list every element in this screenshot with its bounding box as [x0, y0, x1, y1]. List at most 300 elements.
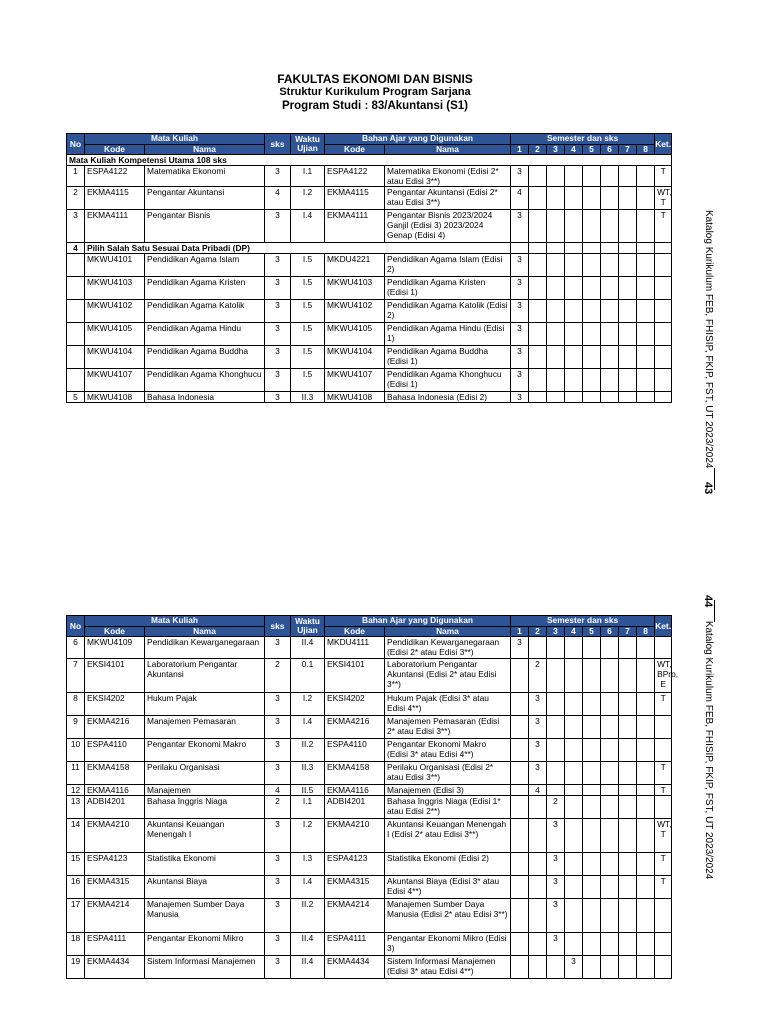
cell-semester-5 [583, 762, 601, 785]
cell-nama: Akuntansi Keuangan Menengah I [145, 819, 265, 853]
cell-nama: Bahasa Inggris Niaga [145, 796, 265, 819]
cell-semester-6 [601, 785, 619, 796]
cell-semester-3 [547, 187, 565, 210]
sidebar-divider [714, 600, 715, 622]
cell-semester-4 [565, 254, 583, 277]
cell-no [67, 369, 85, 392]
table-row [67, 716, 672, 739]
cell-sks: 2 [265, 659, 291, 693]
sidebar-divider [714, 468, 715, 490]
cell-semester-1 [511, 659, 529, 693]
cell-no: 10 [67, 739, 85, 762]
group-label: Mata Kuliah Kompetensi Utama 108 sks [67, 155, 672, 166]
cell-semester-3: 3 [547, 819, 565, 853]
header-ket: Ket. [655, 616, 672, 637]
cell-sks: 3 [265, 254, 291, 277]
cell-semester-6 [601, 254, 619, 277]
header-semester-1: 1 [511, 626, 529, 637]
cell-semester-4 [565, 300, 583, 323]
cell-ket [655, 716, 672, 739]
cell-nama: Manajemen [145, 785, 265, 796]
header-no: No [67, 134, 85, 155]
cell-waktu-ujian: I.1 [291, 796, 325, 819]
cell-bahan-kode: MKWU4108 [325, 392, 385, 403]
cell-semester-7 [619, 323, 637, 346]
cell-kode: EKMA4216 [85, 716, 145, 739]
cell-kode: EKMA4116 [85, 785, 145, 796]
cell-semester-1: 3 [511, 346, 529, 369]
cell-waktu-ujian: II.3 [291, 392, 325, 403]
cell-semester-5 [583, 716, 601, 739]
cell-semester-4 [565, 637, 583, 659]
cell-semester-5 [583, 956, 601, 979]
cell-semester-7 [619, 369, 637, 392]
cell-semester-7 [619, 956, 637, 979]
cell-semester-3: 2 [547, 796, 565, 819]
cell-semester-1 [511, 796, 529, 819]
cell-bahan-nama: Statistika Ekonomi (Edisi 2) [385, 853, 511, 876]
cell-semester-5 [583, 693, 601, 716]
table-row [67, 369, 672, 392]
header-semester-8: 8 [637, 144, 655, 155]
cell-semester-5 [583, 187, 601, 210]
empty-cell [637, 243, 655, 254]
cell-semester-4 [565, 693, 583, 716]
cell-semester-8 [637, 392, 655, 403]
cell-nama: Pendidikan Agama Kristen [145, 277, 265, 300]
cell-semester-3: 3 [547, 853, 565, 876]
header-ket: Ket. [655, 134, 672, 155]
cell-kode: MKWU4109 [85, 637, 145, 659]
cell-semester-8 [637, 762, 655, 785]
cell-semester-4 [565, 369, 583, 392]
cell-semester-6 [601, 300, 619, 323]
cell-bahan-nama: Bahasa Indonesia (Edisi 2) [385, 392, 511, 403]
cell-ket: T [655, 762, 672, 785]
cell-nama: Manajemen Sumber Daya Manusia [145, 899, 265, 933]
cell-bahan-nama: Pendidikan Agama Katolik (Edisi 2) [385, 300, 511, 323]
cell-semester-7 [619, 739, 637, 762]
cell-semester-6 [601, 659, 619, 693]
table-row [67, 210, 672, 243]
subheader-row [67, 144, 672, 155]
cell-semester-3: 3 [547, 876, 565, 899]
cell-bahan-nama: Akuntansi Biaya (Edisi 3* atau Edisi 4**) [385, 876, 511, 899]
cell-bahan-kode: EKMA4210 [325, 819, 385, 853]
cell-bahan-kode: MKWU4102 [325, 300, 385, 323]
cell-sks: 3 [265, 166, 291, 187]
cell-bahan-kode: MKWU4107 [325, 369, 385, 392]
cell-semester-1 [511, 876, 529, 899]
header-bahan-ajar: Bahan Ajar yang Digunakan [325, 134, 511, 145]
cell-semester-2 [529, 819, 547, 853]
cell-semester-5 [583, 277, 601, 300]
cell-bahan-kode: EKMA4111 [325, 210, 385, 243]
cell-semester-7 [619, 277, 637, 300]
cell-semester-8 [637, 369, 655, 392]
header-semester-3: 3 [547, 144, 565, 155]
cell-bahan-kode: EKSI4202 [325, 693, 385, 716]
cell-semester-3 [547, 346, 565, 369]
cell-bahan-kode: EKMA4115 [325, 187, 385, 210]
cell-semester-8 [637, 785, 655, 796]
table-row [67, 659, 672, 693]
cell-semester-1 [511, 899, 529, 933]
cell-bahan-nama: Pengantar Akuntansi (Edisi 2* atau Edisi 3**) [385, 187, 511, 210]
cell-sks: 3 [265, 346, 291, 369]
table-row [67, 392, 672, 403]
empty-cell [547, 243, 565, 254]
cell-sks: 3 [265, 300, 291, 323]
cell-semester-2 [529, 933, 547, 956]
cell-bahan-nama: Laboratorium Pengantar Akuntansi (Edisi 2* atau Edisi 3**) [385, 659, 511, 693]
cell-semester-2 [529, 853, 547, 876]
cell-semester-7 [619, 300, 637, 323]
cell-semester-2: 3 [529, 762, 547, 785]
cell-nama: Pendidikan Kewarganegaraan [145, 637, 265, 659]
cell-bahan-kode: MKWU4104 [325, 346, 385, 369]
header-row [67, 616, 672, 627]
header-semester-2: 2 [529, 144, 547, 155]
cell-no: 8 [67, 693, 85, 716]
cell-semester-3: 3 [547, 933, 565, 956]
cell-semester-7 [619, 187, 637, 210]
cell-sks: 3 [265, 369, 291, 392]
group-no: 4 [67, 243, 85, 254]
header-semester-6: 6 [601, 626, 619, 637]
cell-semester-3 [547, 392, 565, 403]
cell-semester-5 [583, 369, 601, 392]
cell-waktu-ujian: I.3 [291, 853, 325, 876]
cell-kode: MKWU4107 [85, 369, 145, 392]
cell-semester-5 [583, 785, 601, 796]
cell-ket [655, 899, 672, 933]
cell-semester-4 [565, 819, 583, 853]
cell-semester-3 [547, 637, 565, 659]
cell-no: 19 [67, 956, 85, 979]
cell-semester-8 [637, 853, 655, 876]
cell-bahan-nama: Manajemen Sumber Daya Manusia (Edisi 2* atau Edisi 3**) [385, 899, 511, 933]
cell-ket [655, 346, 672, 369]
cell-semester-2: 3 [529, 716, 547, 739]
cell-semester-2 [529, 392, 547, 403]
catalog-sidebar-text: Katalog Kurikulum FEB, FHISIP, FKIP, FST, UT 2023/2024 [703, 210, 714, 469]
cell-waktu-ujian: I.2 [291, 819, 325, 853]
cell-semester-8 [637, 166, 655, 187]
cell-semester-7 [619, 392, 637, 403]
cell-kode: EKMA4158 [85, 762, 145, 785]
cell-bahan-kode: EKMA4434 [325, 956, 385, 979]
cell-no: 11 [67, 762, 85, 785]
cell-semester-1: 3 [511, 392, 529, 403]
cell-semester-1 [511, 785, 529, 796]
cell-no: 7 [67, 659, 85, 693]
cell-semester-8 [637, 693, 655, 716]
header-semester: Semester dan sks [511, 616, 655, 627]
cell-semester-5 [583, 899, 601, 933]
cell-nama: Akuntansi Biaya [145, 876, 265, 899]
cell-semester-6 [601, 277, 619, 300]
cell-semester-2 [529, 210, 547, 243]
cell-waktu-ujian: 0.1 [291, 659, 325, 693]
cell-sks: 3 [265, 716, 291, 739]
cell-semester-7 [619, 254, 637, 277]
cell-kode: EKMA4115 [85, 187, 145, 210]
cell-nama: Pendidikan Agama Buddha [145, 346, 265, 369]
cell-kode: MKWU4108 [85, 392, 145, 403]
cell-ket [655, 277, 672, 300]
header-semester-4: 4 [565, 626, 583, 637]
header-bahan-nama: Nama [385, 626, 511, 637]
cell-ket: WT, T [655, 187, 672, 210]
cell-semester-3 [547, 300, 565, 323]
cell-semester-6 [601, 716, 619, 739]
cell-semester-2 [529, 796, 547, 819]
cell-semester-5 [583, 254, 601, 277]
cell-semester-3 [547, 323, 565, 346]
cell-no: 13 [67, 796, 85, 819]
cell-semester-5 [583, 659, 601, 693]
cell-kode: ESPA4122 [85, 166, 145, 187]
cell-kode: ESPA4123 [85, 853, 145, 876]
empty-cell [619, 243, 637, 254]
cell-semester-3 [547, 277, 565, 300]
cell-semester-1: 3 [511, 254, 529, 277]
cell-semester-8 [637, 716, 655, 739]
cell-semester-1 [511, 956, 529, 979]
cell-bahan-kode: EKMA4216 [325, 716, 385, 739]
cell-ket [655, 254, 672, 277]
cell-semester-8 [637, 796, 655, 819]
table-row [67, 876, 672, 899]
cell-semester-8 [637, 933, 655, 956]
cell-semester-2: 3 [529, 739, 547, 762]
empty-cell [601, 243, 619, 254]
cell-semester-2 [529, 876, 547, 899]
cell-semester-8 [637, 659, 655, 693]
cell-semester-1: 3 [511, 166, 529, 187]
cell-bahan-nama: Manajemen Pemasaran (Edisi 2* atau Edisi 3**) [385, 716, 511, 739]
cell-sks: 3 [265, 323, 291, 346]
cell-waktu-ujian: II.4 [291, 637, 325, 659]
cell-no: 3 [67, 210, 85, 243]
table-row [67, 739, 672, 762]
cell-semester-5 [583, 300, 601, 323]
cell-bahan-kode: EKMA4116 [325, 785, 385, 796]
cell-kode: ADBI4201 [85, 796, 145, 819]
cell-ket [655, 323, 672, 346]
cell-no: 18 [67, 933, 85, 956]
cell-nama: Pendidikan Agama Islam [145, 254, 265, 277]
table-row [67, 300, 672, 323]
cell-nama: Pendidikan Agama Hindu [145, 323, 265, 346]
cell-semester-7 [619, 762, 637, 785]
cell-semester-4 [565, 166, 583, 187]
catalog-sidebar-page-43 [702, 210, 714, 494]
cell-semester-7 [619, 796, 637, 819]
cell-bahan-kode: EKSI4101 [325, 659, 385, 693]
header-bahan-kode: Kode [325, 144, 385, 155]
cell-bahan-kode: MKDU4111 [325, 637, 385, 659]
cell-waktu-ujian: I.4 [291, 716, 325, 739]
cell-semester-6 [601, 166, 619, 187]
cell-sks: 3 [265, 899, 291, 933]
cell-bahan-kode: MKWU4105 [325, 323, 385, 346]
cell-sks: 3 [265, 693, 291, 716]
cell-no: 15 [67, 853, 85, 876]
cell-semester-7 [619, 876, 637, 899]
cell-semester-8 [637, 323, 655, 346]
header-semester-2: 2 [529, 626, 547, 637]
cell-waktu-ujian: I.2 [291, 693, 325, 716]
cell-waktu-ujian: I.1 [291, 166, 325, 187]
cell-ket [655, 739, 672, 762]
cell-semester-2 [529, 300, 547, 323]
cell-nama: Pengantar Ekonomi Makro [145, 739, 265, 762]
cell-semester-2 [529, 899, 547, 933]
cell-waktu-ujian: II.4 [291, 956, 325, 979]
cell-semester-8 [637, 346, 655, 369]
table-row [67, 693, 672, 716]
cell-semester-6 [601, 346, 619, 369]
cell-semester-7 [619, 210, 637, 243]
catalog-sidebar-text: Katalog Kurikulum FEB, FHISIP, FKIP, FST, UT 2023/2024 [703, 620, 714, 880]
cell-semester-3 [547, 956, 565, 979]
cell-ket [655, 300, 672, 323]
cell-waktu-ujian: I.5 [291, 300, 325, 323]
cell-bahan-nama: Matematika Ekonomi (Edisi 2* atau Edisi 3**) [385, 166, 511, 187]
cell-semester-6 [601, 210, 619, 243]
cell-semester-5 [583, 637, 601, 659]
cell-ket [655, 369, 672, 392]
cell-semester-6 [601, 392, 619, 403]
cell-semester-7 [619, 637, 637, 659]
cell-semester-2 [529, 277, 547, 300]
cell-semester-6 [601, 796, 619, 819]
cell-bahan-kode: ESPA4110 [325, 739, 385, 762]
cell-semester-1: 3 [511, 300, 529, 323]
cell-no: 14 [67, 819, 85, 853]
cell-semester-2 [529, 323, 547, 346]
cell-semester-3 [547, 716, 565, 739]
table-row [67, 277, 672, 300]
cell-semester-3: 3 [547, 899, 565, 933]
cell-ket [655, 956, 672, 979]
cell-ket: WT, BPro, E [655, 659, 672, 693]
cell-kode: EKMA4111 [85, 210, 145, 243]
cell-waktu-ujian: I.4 [291, 210, 325, 243]
cell-semester-2 [529, 956, 547, 979]
cell-semester-6 [601, 819, 619, 853]
header-bahan-kode: Kode [325, 626, 385, 637]
cell-semester-5 [583, 392, 601, 403]
cell-kode: MKWU4104 [85, 346, 145, 369]
cell-semester-1 [511, 933, 529, 956]
cell-semester-4 [565, 796, 583, 819]
cell-semester-2 [529, 346, 547, 369]
cell-sks: 3 [265, 876, 291, 899]
cell-bahan-nama: Manajemen (Edisi 3) [385, 785, 511, 796]
cell-semester-3 [547, 659, 565, 693]
cell-bahan-kode: MKDU4221 [325, 254, 385, 277]
cell-bahan-nama: Pendidikan Agama Kristen (Edisi 1) [385, 277, 511, 300]
empty-cell [529, 243, 547, 254]
cell-ket: T [655, 876, 672, 899]
cell-semester-4 [565, 853, 583, 876]
cell-semester-4: 3 [565, 956, 583, 979]
cell-semester-6 [601, 739, 619, 762]
table-row [67, 933, 672, 956]
table-row [67, 853, 672, 876]
cell-semester-2 [529, 369, 547, 392]
cell-kode: EKMA4214 [85, 899, 145, 933]
cell-no [67, 323, 85, 346]
cell-bahan-nama: Sistem Informasi Manajemen (Edisi 3* atau Edisi 4**) [385, 956, 511, 979]
table-row [67, 796, 672, 819]
cell-nama: Statistika Ekonomi [145, 853, 265, 876]
cell-semester-2 [529, 254, 547, 277]
cell-kode: EKSI4202 [85, 693, 145, 716]
cell-nama: Perilaku Organisasi [145, 762, 265, 785]
curriculum-table-page-43 [66, 133, 672, 403]
cell-semester-1: 3 [511, 637, 529, 659]
cell-sks: 3 [265, 739, 291, 762]
cell-semester-6 [601, 762, 619, 785]
cell-waktu-ujian: II.4 [291, 933, 325, 956]
cell-sks: 3 [265, 637, 291, 659]
cell-semester-3 [547, 785, 565, 796]
cell-waktu-ujian: I.4 [291, 876, 325, 899]
cell-kode: EKMA4315 [85, 876, 145, 899]
cell-semester-4 [565, 659, 583, 693]
cell-semester-2: 2 [529, 659, 547, 693]
cell-semester-7 [619, 933, 637, 956]
header-no: No [67, 616, 85, 637]
header-semester-1: 1 [511, 144, 529, 155]
cell-kode: MKWU4103 [85, 277, 145, 300]
cell-nama: Sistem Informasi Manajemen [145, 956, 265, 979]
faculty-title: FAKULTAS EKONOMI DAN BISNIS [277, 72, 473, 86]
cell-no [67, 277, 85, 300]
group-row [67, 155, 672, 166]
cell-semester-1 [511, 739, 529, 762]
cell-semester-5 [583, 346, 601, 369]
empty-cell [565, 243, 583, 254]
cell-kode: EKSI4101 [85, 659, 145, 693]
cell-kode: EKMA4434 [85, 956, 145, 979]
cell-semester-7 [619, 853, 637, 876]
cell-semester-4 [565, 210, 583, 243]
cell-sks: 4 [265, 785, 291, 796]
cell-nama: Pengantar Akuntansi [145, 187, 265, 210]
cell-no [67, 346, 85, 369]
cell-semester-6 [601, 637, 619, 659]
cell-ket: T [655, 785, 672, 796]
header-semester-7: 7 [619, 144, 637, 155]
cell-semester-8 [637, 254, 655, 277]
empty-cell [583, 243, 601, 254]
cell-ket: T [655, 166, 672, 187]
cell-sks: 3 [265, 933, 291, 956]
cell-waktu-ujian: I.2 [291, 187, 325, 210]
header-semester: Semester dan sks [511, 134, 655, 145]
header-semester-5: 5 [583, 144, 601, 155]
cell-no: 1 [67, 166, 85, 187]
cell-bahan-nama: Perilaku Organisasi (Edisi 2* atau Edisi 3**) [385, 762, 511, 785]
cell-semester-6 [601, 956, 619, 979]
cell-waktu-ujian: I.5 [291, 369, 325, 392]
cell-semester-4 [565, 323, 583, 346]
